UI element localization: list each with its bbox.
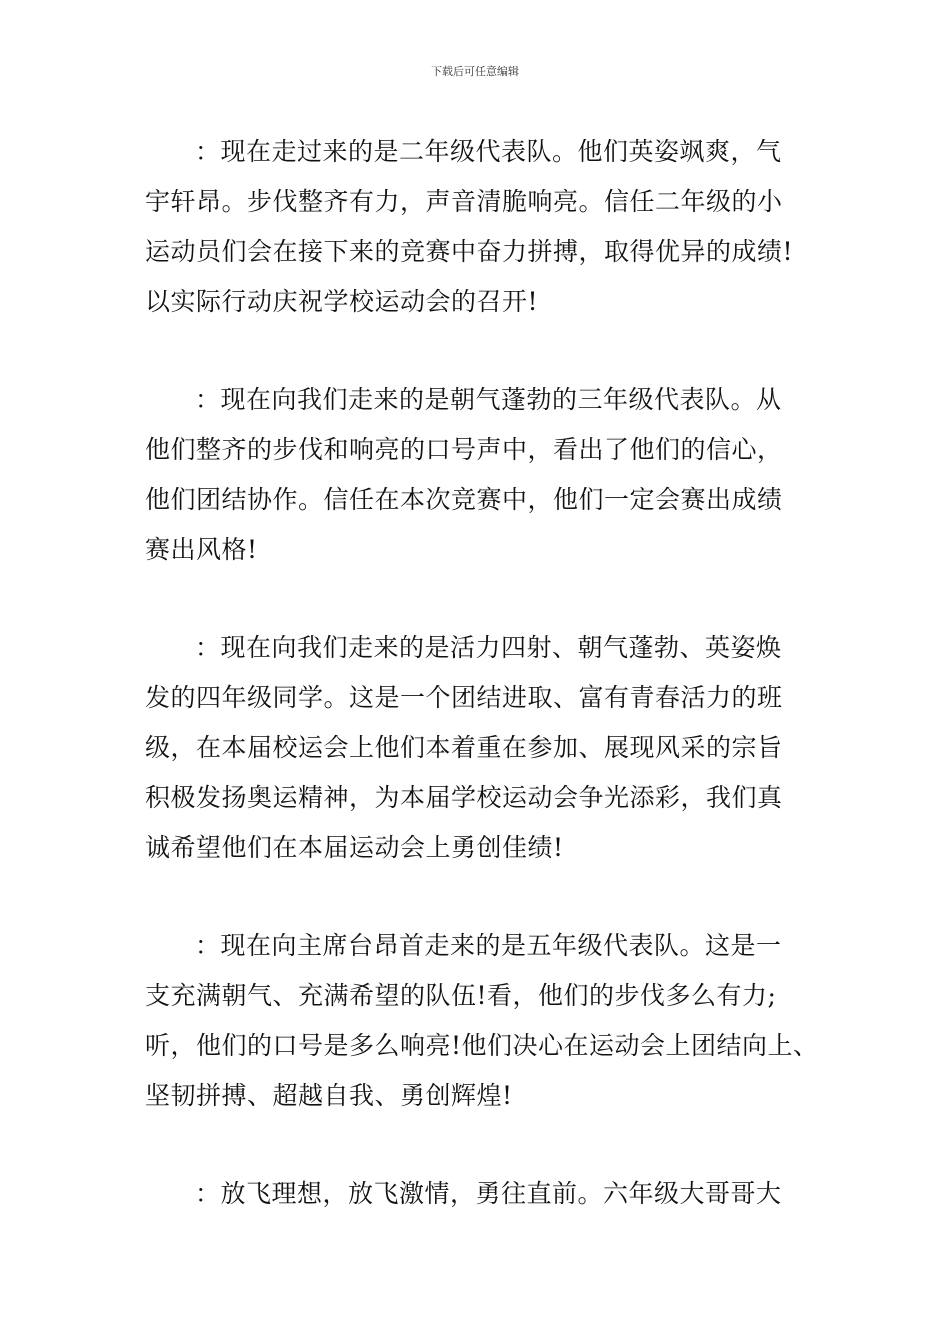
text-line: 听，他们的口号是多么响亮!他们决心在运动会上团结向上、	[145, 1031, 819, 1060]
paragraph-grade-6	[145, 1169, 825, 1219]
text-line: 他们团结协作。信任在本次竞赛中，他们一定会赛出成绩	[145, 485, 783, 514]
text-line: ：现在向我们走来的是活力四射、朝气蓬勃、英姿焕	[195, 633, 782, 662]
text-line: ：现在向我们走来的是朝气蓬勃的三年级代表队。从	[195, 385, 782, 414]
document-body	[145, 127, 825, 1267]
text-line: 坚韧拼搏、超越自我、勇创辉煌!	[145, 1081, 513, 1110]
text-line: ：现在走过来的是二年级代表队。他们英姿飒爽，气	[195, 137, 782, 166]
paragraph-grade-5	[145, 921, 825, 1121]
text-line: 宇轩昂。步伐整齐有力，声音清脆响亮。信任二年级的小	[145, 187, 783, 216]
text-line: 发的四年级同学。这是一个团结进取、富有青春活力的班	[145, 683, 783, 712]
text-line: ：现在向主席台昂首走来的是五年级代表队。这是一	[195, 931, 782, 960]
text-line: 诚希望他们在本届运动会上勇创佳绩!	[145, 833, 564, 862]
text-line: 积极发扬奥运精神，为本届学校运动会争光添彩，我们真	[145, 783, 783, 812]
paragraph-grade-3	[145, 375, 825, 575]
text-line: 以实际行动庆祝学校运动会的召开!	[145, 287, 539, 316]
paragraph-grade-4	[145, 623, 825, 873]
text-line: 赛出风格!	[145, 535, 258, 564]
page-header: 下载后可任意编辑	[431, 65, 519, 78]
text-line: 支充满朝气、充满希望的队伍!看，他们的步伐多么有力;	[145, 981, 777, 1010]
paragraph-grade-2	[145, 127, 825, 327]
text-line: 运动员们会在接下来的竞赛中奋力拼搏，取得优异的成绩!	[145, 237, 794, 266]
text-line: ：放飞理想，放飞激情，勇往直前。六年级大哥哥大	[195, 1179, 782, 1208]
text-line: 级，在本届校运会上他们本着重在参加、展现风采的宗旨	[145, 733, 783, 762]
text-line: 他们整齐的步伐和响亮的口号声中，看出了他们的信心，	[145, 435, 783, 464]
